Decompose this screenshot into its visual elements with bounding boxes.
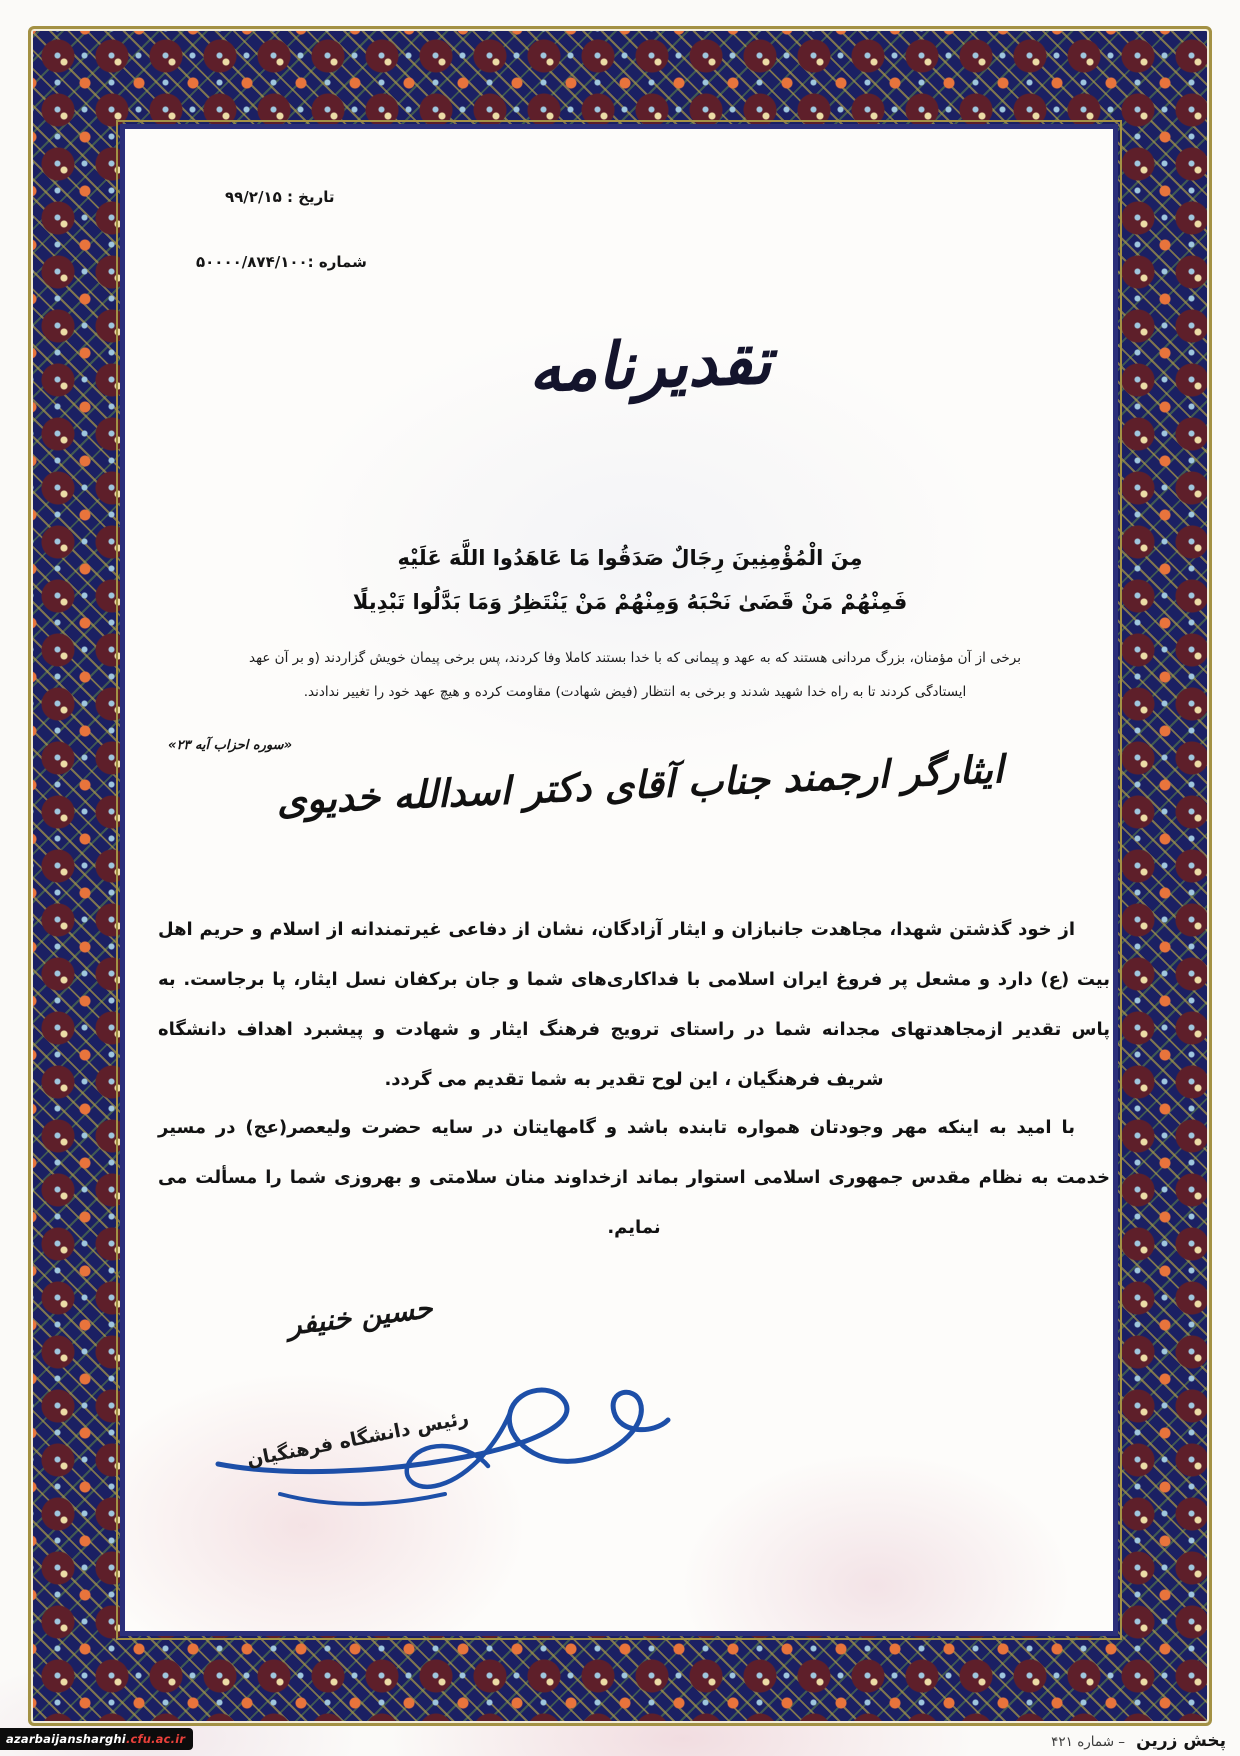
certificate-title: تقدیرنامه bbox=[527, 323, 773, 408]
number-text: شماره :۵۰۰۰۰/۸۷۴/۱۰۰ bbox=[196, 253, 367, 271]
website-banner bbox=[0, 1728, 193, 1750]
verse-citation: «سوره احزاب آیه ۲۳» bbox=[168, 738, 293, 753]
print-info bbox=[1051, 1731, 1226, 1751]
website-name: azarbaijansharghi bbox=[6, 1732, 126, 1746]
quran-verse-line-2: فَمِنْهُمْ مَنْ قَضَىٰ نَحْبَهُ وَمِنْهُمْ مَنْ يَنْتَظِرُ وَمَا بَدَّلُوا تَبْدِيلًا bbox=[352, 590, 908, 614]
date-text: تاریخ : ۹۹/۲/۱۵ bbox=[225, 188, 335, 206]
verse-translation-line-2: ایستادگی کردند تا به راه خدا شهید شدند و برخی به انتظار (فیض شهادت) مقاومت کرده و هیچ عهد خود را تغییر ندادند. bbox=[303, 684, 967, 700]
signatory-title: رئیس دانشگاه فرهنگیان bbox=[244, 1406, 471, 1472]
serial-number: – شماره ۴۲۱ bbox=[1051, 1734, 1126, 1750]
verse-translation-line-1: برخی از آن مؤمنان، بزرگ مردانی هستند که به عهد و پیمانی که با خدا بستند کاملا وفا کردند، پس برخی پیمان خویش گزاردند (و بر آن عهد bbox=[249, 650, 1021, 666]
body-paragraph-2: با امید به اینکه مهر وجودتان همواره تابنده باشد و گامهایتان در سایه حضرت ولیعصر(عج) در مسیر خدمت به نظام مقدس جمهوری اسلامی استوار بماند ازخداوند منان سلامتی و بهروزی شما را مسألت می نمایم. bbox=[158, 1117, 1110, 1238]
quran-verse-line-1: مِنَ الْمُؤْمِنِينَ رِجَالٌ صَدَقُوا مَا عَاهَدُوا اللَّهَ عَلَيْهِ bbox=[397, 546, 863, 570]
publisher-name: پخش زرین bbox=[1136, 1731, 1226, 1751]
website-domain: .cfu.ac.ir bbox=[125, 1732, 186, 1746]
body-paragraph-1: از خود گذشتن شهدا، مجاهدت جانبازان و ایثار آزادگان، نشان از دفاعی غیرتمندانه از اسلام و حریم اهل بیت (ع) دارد و مشعل پر فروغ ایران اسلامی با فداکاری‌های شما و جان برکفان نسل ایثار، پا برجاست. به پاس تقدیر ازمجاهدتهای مجدانه شما در راستای ترویج فرهنگ ایثار و شهادت و پیشبرد اهداف دانشگاه شریف فرهنگیان ، این لوح تقدیر به شما تقدیم می گردد. bbox=[158, 919, 1110, 1090]
addressee-name: ایثارگر ارجمند جناب آقای دکتر اسدالله خدیوی bbox=[275, 746, 1005, 823]
signatory-name: حسین خنیفر bbox=[285, 1291, 435, 1342]
